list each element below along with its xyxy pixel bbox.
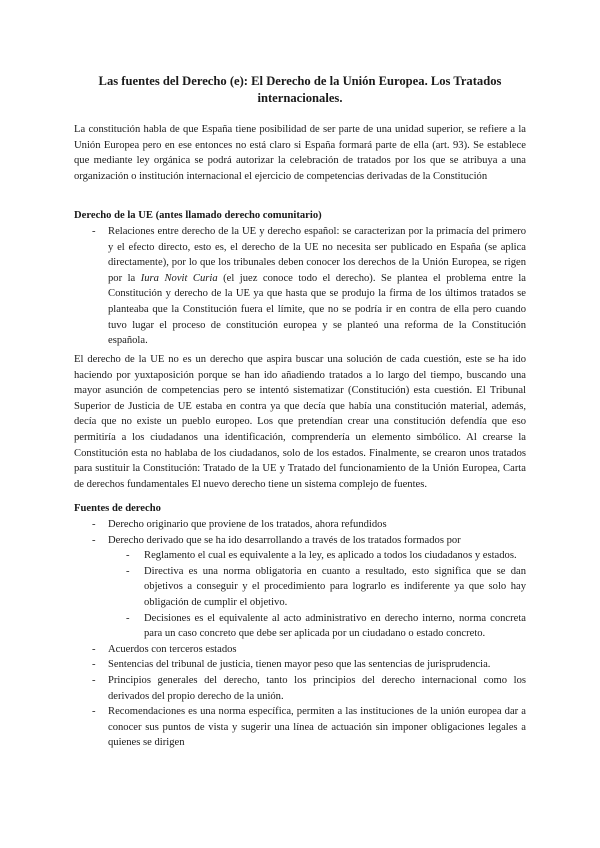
list-item [74, 704, 526, 751]
page-title: Las fuentes del Derecho (e): El Derecho de la Unión Europea. Los Tratados internacionales. [98, 74, 502, 105]
list-item [74, 657, 526, 673]
sublist-item-text: Decisiones es el equivalente al acto administrativo en derecho interno, norma concreta para un caso concreto que debe ser aplicada por un ciudadano o estado concreto. [144, 612, 526, 640]
list-dash: - [92, 534, 96, 546]
list-item [74, 517, 526, 533]
sublist-item [108, 611, 526, 642]
intro-paragraph: La constitución habla de que España tiene posibilidad de ser parte de una unidad superior, se refiere a la Unión Europea pero en ese entonces no está claro si España formará parte de ella (art. 93). Se establece que mediante ley orgánica se podrá autorizar la celebración de tratados por los que se atribuya a una organización o institución internacional el ejercicio de competencias derivadas de la Constitución [74, 124, 526, 182]
latin-phrase: Iura Novit Curia [140, 272, 218, 284]
list-dash: - [92, 706, 96, 718]
list-item-text: Recomendaciones es una norma específica, permiten a las instituciones de la unión europea dar a conocer sus puntos de vista y sugerir una línea de actuación sin imponer obligaciones legales a quienes se dirigen [108, 706, 526, 749]
list-item-text: Sentencias del tribunal de justicia, tienen mayor peso que las sentencias de jurisprudencia. [108, 659, 491, 671]
list-dash: - [92, 643, 96, 655]
list-dash: - [126, 565, 130, 577]
list-dash: - [92, 659, 96, 671]
list-item [74, 642, 526, 658]
eu-law-paragraph: El derecho de la UE no es un derecho que aspira buscar una solución de cada cuestión, este se ha ido haciendo por yuxtaposición porque se han ido añadiendo tratados a lo largo del tiempo, buscando una mayor asunción de competencias pero se intentó sistematizar (Constitución) esta cuestión. El Tribunal Superior de Justicia de UE estaba en contra ya que decía que había una constitución material, además, decía que no existe un pueblo europeo. Los que pretendían crear una constitución defendía que eso permitiría a los ciudadanos una identificación, comprendería un elemento simbólico. Al crearse la Constitución esta no hablaba de los ciudadanos, solo de los estados. Finalmente, se crearon unos tratados para sustituir la Constitución: Tratado de la UE y Tratado del funcionamiento de la Unión Europea, Carta de derechos fundamentales El nuevo derecho tiene un sistema complejo de fuentes. [74, 354, 526, 490]
list-item [74, 673, 526, 704]
bullet-text-part-a: Relaciones entre derecho de la UE y derecho español: se caracterizan por la primacía del primero y el efecto directo, esto es, el derecho de la UE no necesita ser publicado en España (se aplica directamente), por lo que los tribunales deben conocer los derechos de la Unión Europea, se rigen por la [108, 226, 526, 284]
sublist-item [108, 564, 526, 611]
sources-list [74, 517, 526, 751]
list-item-text: Derecho derivado que se ha ido desarrollando a través de los tratados formados por [108, 534, 461, 546]
list-item-text: Principios generales del derecho, tanto los principios del derecho internacional como los derivados del propio derecho de la unión. [108, 674, 526, 702]
list-item-text: Acuerdos con terceros estados [108, 643, 237, 655]
list-dash: - [92, 519, 96, 530]
list-dash: - [126, 612, 130, 624]
list-dash: - [126, 550, 130, 562]
section-heading-sources: Fuentes de derecho [74, 503, 161, 514]
list-dash: - [92, 674, 96, 686]
section-heading-eu-law: Derecho de la UE (antes llamado derecho comunitario) [74, 210, 322, 221]
sublist-item [108, 548, 526, 564]
list-item [74, 224, 526, 349]
list-item-text: Derecho originario que proviene de los tratados, ahora refundidos [108, 519, 387, 530]
list-item [74, 533, 526, 642]
sublist-item-text: Reglamento el cual es equivalente a la ley, es aplicado a todos los ciudadanos y estados. [144, 550, 517, 562]
sublist-item-text: Directiva es una norma obligatoria en cuanto a resultado, esto significa que se dan objetivos a conseguir y el procedimiento para lograrlo es indiferente ya que solo hay obligación de cumplir el objetivo. [144, 565, 526, 608]
list-dash: - [92, 226, 96, 237]
eu-law-list [74, 224, 526, 349]
derived-law-sublist [108, 548, 526, 642]
bullet-text-part-b: (el juez conoce todo el derecho). Se plantea el problema entre la Constitución y derecho de la UE ya que hasta que se produjo la firma de los últimos tratados se planteaba que la Constitución fuera el límite, que no se podría ir en contra de ella pero cuando tuvo lugar el proceso de constitución europea y se planteó una reforma de la Constitución española. [108, 272, 526, 347]
